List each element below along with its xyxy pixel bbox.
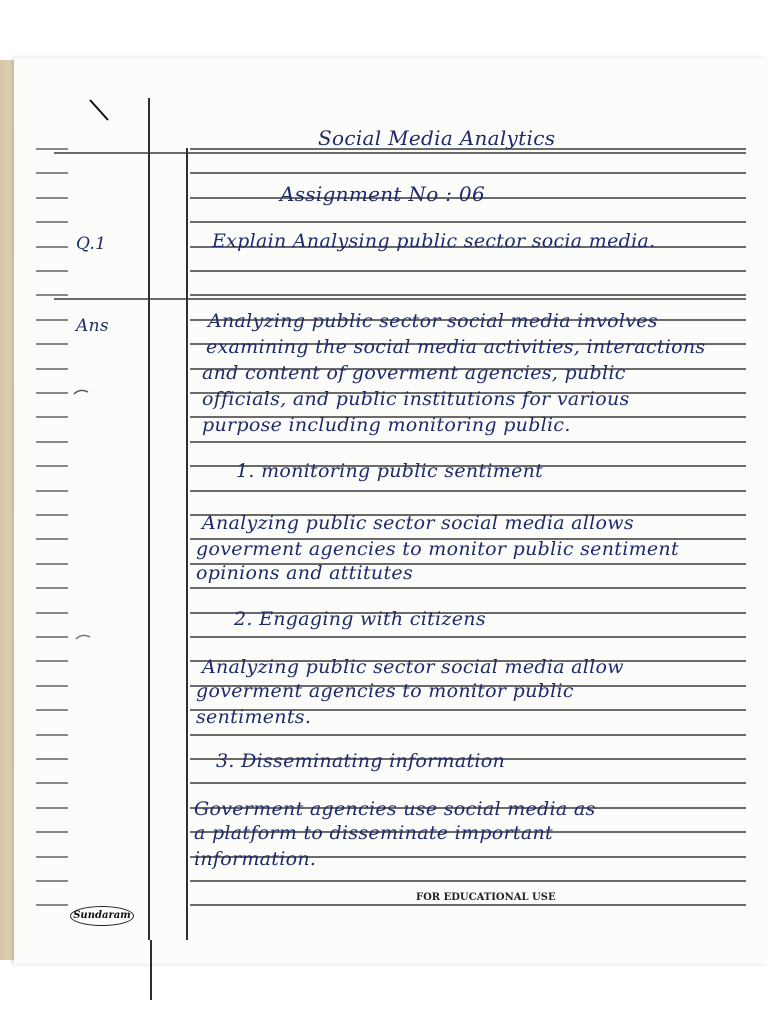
ruled-line-margin	[36, 441, 68, 443]
question-text: Explain Analysing public sector socia media.	[212, 230, 656, 252]
ruled-line-margin	[36, 392, 68, 394]
ruled-line	[190, 782, 746, 784]
section-heading: 3. Disseminating information	[216, 750, 506, 772]
ruled-line-margin	[36, 294, 68, 296]
ruled-line-margin	[36, 831, 68, 833]
section-line: sentiments.	[196, 706, 312, 728]
ruled-line	[190, 490, 746, 492]
ruled-line	[190, 636, 746, 638]
assignment-number: Assignment No : 06	[280, 182, 485, 206]
ruled-line-margin	[36, 782, 68, 784]
ruled-line-margin	[36, 490, 68, 492]
brand-logo: Sundaram	[70, 906, 134, 926]
ruled-line	[190, 880, 746, 882]
margin-line-inner	[186, 148, 188, 940]
section-heading: 1. monitoring public sentiment	[236, 460, 544, 482]
answer-label: Ans	[76, 316, 109, 336]
ruled-line-margin	[36, 636, 68, 638]
section-line: information.	[194, 848, 317, 870]
margin-line-outer	[148, 98, 150, 940]
ruled-line-margin	[36, 221, 68, 223]
double-rule	[54, 152, 746, 154]
ruled-line	[190, 734, 746, 736]
ruled-line-margin	[36, 270, 68, 272]
ruled-line-margin	[36, 319, 68, 321]
ruled-line-margin	[36, 880, 68, 882]
ruled-line-margin	[36, 343, 68, 345]
margin-mark	[74, 633, 92, 645]
ruled-line-margin	[36, 197, 68, 199]
ruled-line-margin	[36, 587, 68, 589]
ruled-line	[190, 587, 746, 589]
ruled-line-margin	[36, 856, 68, 858]
section-line: Analyzing public sector social media allows	[202, 512, 634, 534]
answer-line: purpose including monitoring public.	[202, 414, 571, 436]
ruled-line-margin	[36, 685, 68, 687]
ruled-line-margin	[36, 709, 68, 711]
section-line: Goverment agencies use social media as	[194, 798, 596, 820]
pen-tick-mark	[86, 96, 116, 126]
answer-line: examining the social media activities, interactions	[206, 336, 706, 358]
margin-line-bottom	[150, 940, 152, 1000]
ruled-line	[190, 172, 746, 174]
section-line: goverment agencies to monitor public sentiment	[196, 538, 679, 560]
ruled-line-margin	[36, 758, 68, 760]
ruled-line-margin	[36, 465, 68, 467]
ruled-line-margin	[36, 904, 68, 906]
margin-mark	[72, 388, 90, 400]
ruled-line	[190, 270, 746, 272]
double-rule	[54, 298, 746, 300]
section-line: opinions and attitutes	[196, 562, 414, 584]
section-heading: 2. Engaging with citizens	[234, 608, 486, 630]
ruled-line-margin	[36, 148, 68, 150]
section-line: Analyzing public sector social media allow	[202, 656, 624, 678]
ruled-line-margin	[36, 612, 68, 614]
notebook-page	[14, 58, 768, 964]
section-line: goverment agencies to monitor public	[196, 680, 574, 702]
ruled-line-margin	[36, 734, 68, 736]
ruled-line-margin	[36, 368, 68, 370]
answer-line: Analyzing public sector social media involves	[208, 310, 658, 332]
question-label: Q.1	[76, 234, 107, 254]
answer-line: and content of goverment agencies, public	[202, 362, 626, 384]
page-title: Social Media Analytics	[318, 126, 556, 150]
section-line: a platform to disseminate important	[194, 822, 553, 844]
footer-note: FOR EDUCATIONAL USE	[416, 892, 556, 903]
ruled-line-margin	[36, 246, 68, 248]
ruled-line	[190, 221, 746, 223]
ruled-line	[190, 294, 746, 296]
ruled-line	[190, 904, 746, 906]
ruled-line-margin	[36, 807, 68, 809]
ruled-line	[190, 441, 746, 443]
ruled-line-margin	[36, 660, 68, 662]
ruled-line-margin	[36, 514, 68, 516]
answer-line: officials, and public institutions for various	[202, 388, 630, 410]
ruled-line-margin	[36, 416, 68, 418]
ruled-line-margin	[36, 563, 68, 565]
ruled-line-margin	[36, 172, 68, 174]
ruled-line-margin	[36, 538, 68, 540]
